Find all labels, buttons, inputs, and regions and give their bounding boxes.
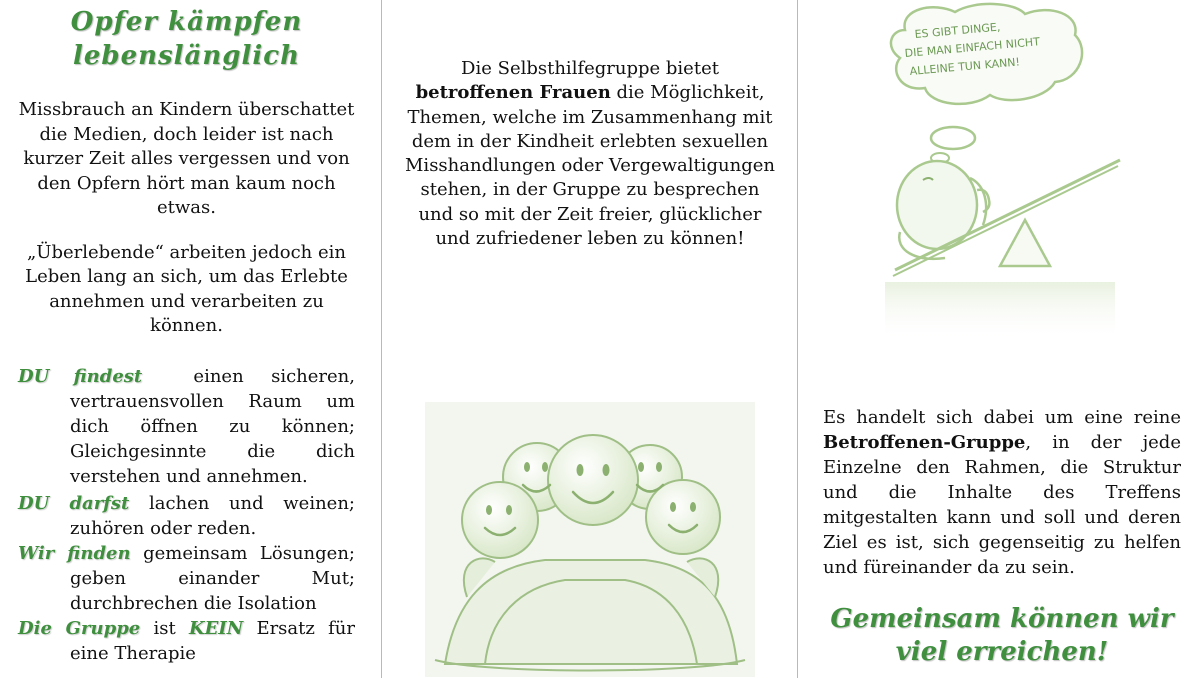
slogan-line-1: Gemeinsam können wir [830,604,1174,634]
slogan [823,603,1181,669]
item-lead: Wir finden [18,542,131,564]
column-divider-left [381,0,382,678]
group-type-bold: Betroffenen-Gruppe [823,432,1026,453]
middle-column [405,0,775,678]
bubble-text-line-1: ES GIBT DINGE, [914,20,1001,41]
item-text: ist [153,617,176,639]
item-lead: DU darfst [18,492,130,514]
bubble-text-line-3: ALLEINE TUN KANN! [909,55,1021,78]
item-text: lachen und weinen; zuhören oder reden. [70,492,355,539]
description-bold: betroffenen Frauen [415,82,611,104]
list-item [18,491,355,541]
list-item [18,616,355,666]
item-text: gemeinsam Lösungen; geben einander Mut; durchbrechen die Isolation [70,542,355,614]
intro-paragraph: Missbrauch an Kindern überschattet die Medien, doch leider ist nach kurzer Zeit alles vergessen und von den Opfern hört man kaum noch etwas. [18,99,355,218]
kein-emphasis: KEIN [188,617,244,639]
description-rest: die Möglichkeit, Themen, welche im Zusammenhang mit dem in der Kindheit erlebten sexuellen Misshandlungen oder Vergewaltigungen stehen, in der Gruppe zu besprechen und so mit der Zeit freier, glücklicher und zufriedener leben zu können! [405,82,776,250]
description-start: Die Selbsthilfegruppe bietet [461,58,719,79]
group-type-start: Es handelt sich dabei um eine reine [823,407,1181,428]
group-type-rest: , in der jede Einzelne den Rahmen, die Struktur und die Inhalte des Treffens mitgestalten kann und soll und deren Ziel es ist, sich gegenseitig zu helfen und füreinander da zu sein. [823,432,1181,578]
benefits-list [18,364,355,666]
left-column-title [18,5,355,73]
left-column [18,0,355,678]
title-line-1: Opfer kämpfen [70,7,303,37]
seesaw-figure-illustration [875,0,1125,345]
item-text: einen sicheren, vertrauensvollen Raum um dich öffnen zu können; Gleichgesinnte die dich verstehen und annehmen. [70,365,355,487]
group-description [405,57,775,251]
group-type-paragraph [823,405,1181,580]
group-of-faces-illustration [425,402,755,677]
slogan-line-2: viel erreichen! [895,637,1109,667]
title-line-2: lebenslänglich [73,41,300,71]
item-text: Ersatz für eine Therapie [70,617,355,664]
list-item [18,541,355,616]
item-lead: Die Gruppe [18,617,141,639]
right-column [823,0,1181,678]
bubble-text-line-2: DIE MAN EINFACH NICHT [904,35,1041,60]
survivors-paragraph: „Überlebende“ arbeiten jedoch ein Leben lang an sich, um das Erlebte annehmen und verarbeiten zu können. [25,241,348,336]
column-divider-right [797,0,798,678]
item-lead: DU findest [18,365,143,387]
list-item [18,364,355,489]
